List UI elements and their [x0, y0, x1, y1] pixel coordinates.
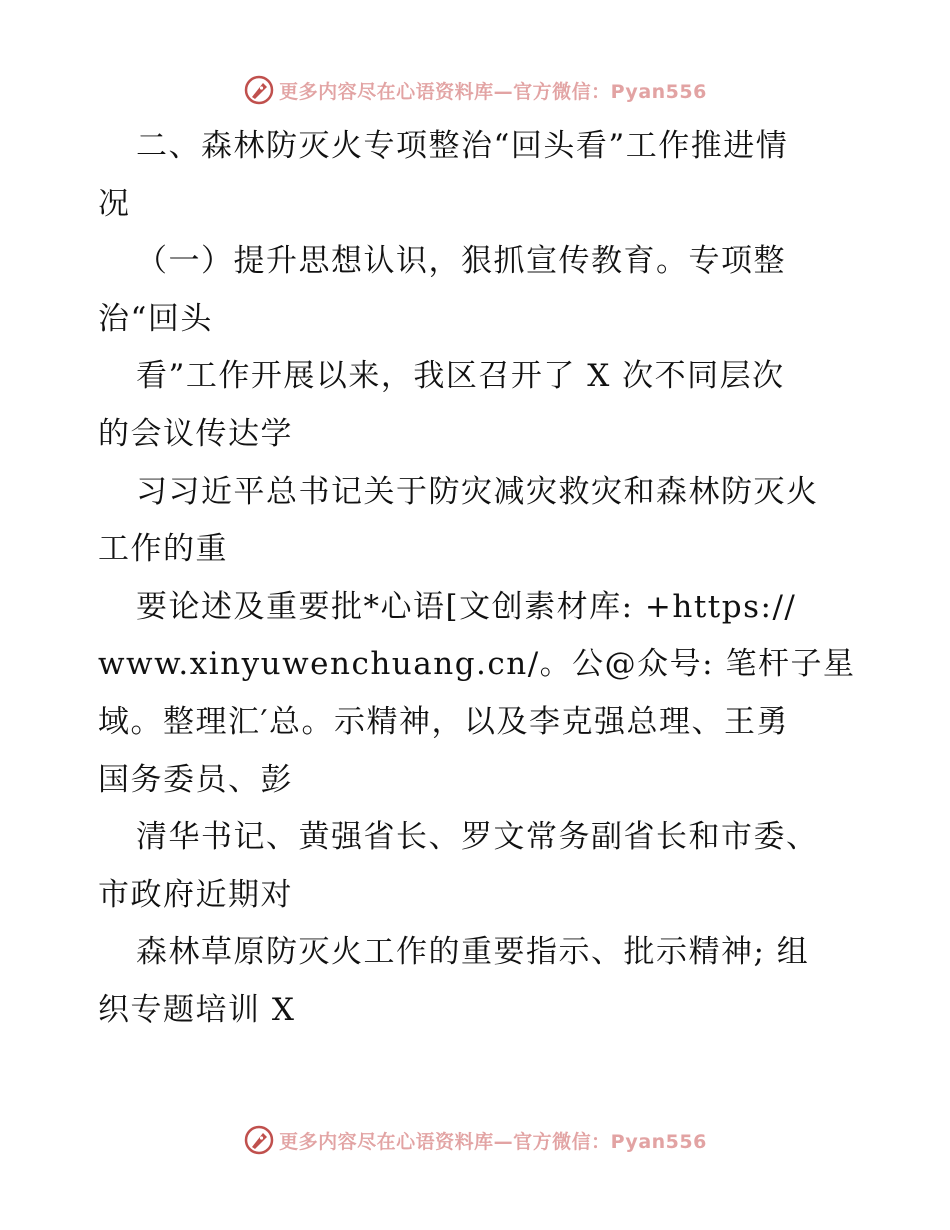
body-line: 织专题培训 X: [98, 991, 296, 1028]
footer-banner-text: 更多内容尽在心语资料库—官方微信：Pyan556: [279, 1130, 707, 1153]
body-line: 况: [98, 185, 131, 222]
body-line: 市政府近期对: [98, 876, 293, 913]
body-line: 的会议传达学: [98, 415, 293, 452]
body-line: （一）提升思想认识，狠抓宣传教育。专项整: [136, 243, 786, 280]
body-line: 域。整理汇′总。示精神，以及李克强总理、王勇: [98, 703, 790, 740]
body-line: 二、森林防灭火专项整治“回头看”工作推进情: [136, 128, 789, 164]
pen-nib-logo-icon: [243, 1124, 275, 1156]
body-line: 习习近平总书记关于防灾减灾救灾和森林防灭火: [136, 473, 819, 510]
body-line: www.xinyuwenchuang.cn/。公@众号: 笔杆子星: [98, 646, 856, 683]
pen-nib-logo-icon: [243, 74, 275, 106]
header-banner-text: 更多内容尽在心语资料库—官方微信：Pyan556: [279, 80, 707, 103]
body-line: 国务委员、彭: [98, 761, 293, 798]
body-line: 要论述及重要批*心语[文创素材库: +https://: [136, 588, 797, 625]
body-line: 森林草原防灭火工作的重要指示、批示精神; 组: [136, 934, 810, 971]
body-line: 清华书记、黄强省长、罗文常务副省长和市委、: [136, 819, 819, 856]
body-line: 治“回头: [98, 300, 213, 337]
document-body: [98, 118, 858, 1040]
body-line: 看”工作开展以来，我区召开了 X 次不同层次: [136, 358, 785, 395]
footer-banner: [0, 1120, 950, 1160]
body-line: 工作的重: [98, 531, 228, 568]
header-banner: [0, 70, 950, 110]
